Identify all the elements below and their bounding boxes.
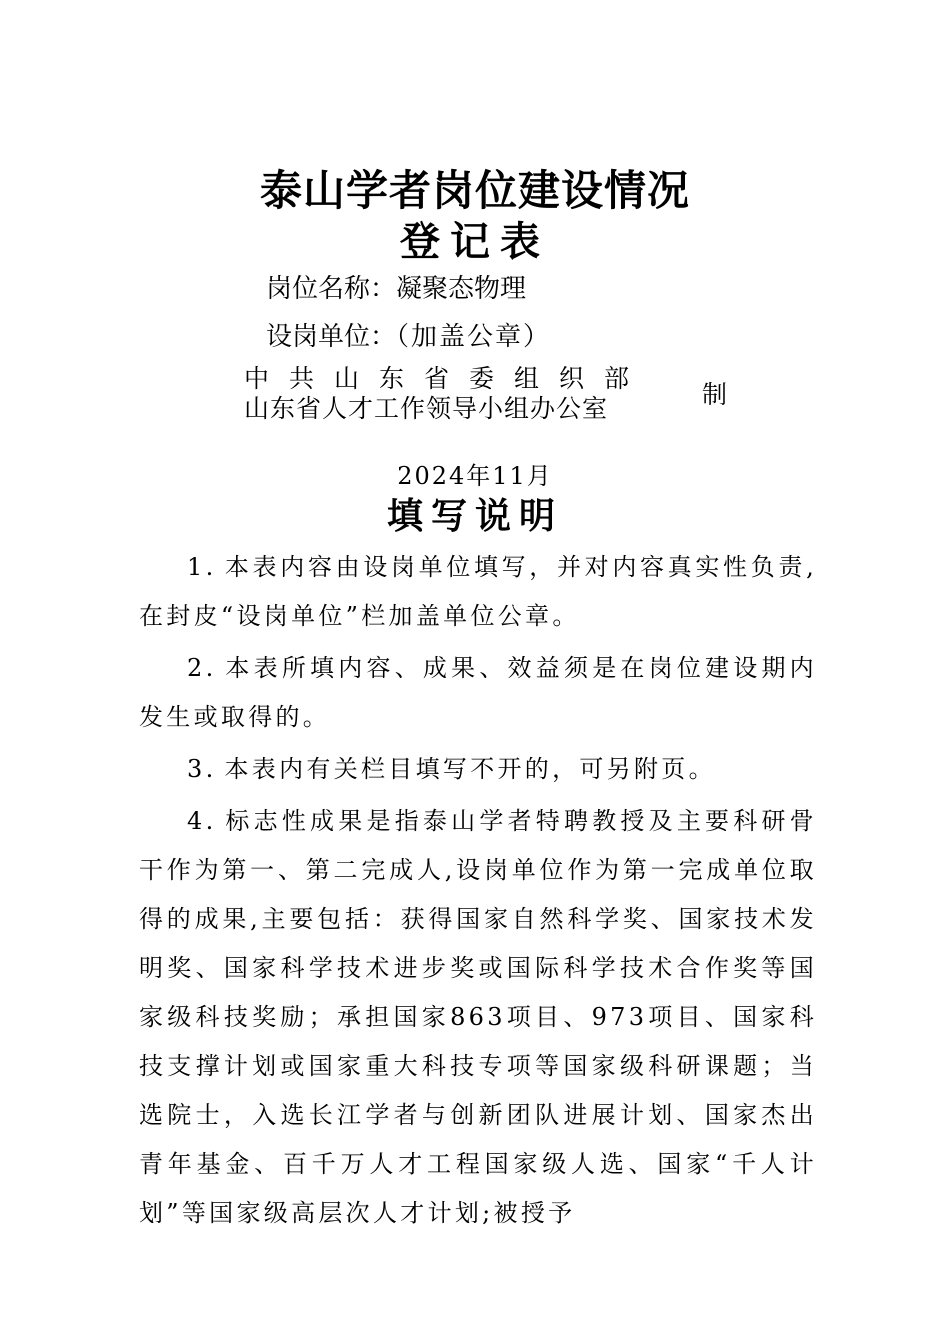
- instructions-heading: 填写说明: [386, 495, 563, 537]
- instruction-item: [139, 644, 817, 742]
- item-text: 本表内容由设岗单位填写，并对内容真实性负责,在封皮“设岗单位”栏加盖单位公章。: [139, 553, 817, 630]
- issue-date: 2024年11月: [397, 462, 553, 490]
- instruction-item: [139, 543, 817, 641]
- seal-note: （加盖公章）: [396, 322, 552, 352]
- post-name-value: 凝聚态物理: [396, 274, 527, 304]
- instructions-body: [139, 543, 817, 1241]
- document-title: 泰山学者岗位建设情况: [259, 166, 690, 215]
- issuer-org-2: 山东省人才工作领导小组办公室: [244, 394, 609, 423]
- item-number: 3.: [187, 755, 217, 783]
- issuer-org-1: 中共山东省委组织部: [244, 364, 650, 393]
- instruction-item: [139, 745, 817, 794]
- item-text: 本表内有关栏目填写不开的，可另附页。: [224, 755, 716, 783]
- issued-by-mark: 制: [702, 380, 728, 409]
- item-text: 标志性成果是指泰山学者特聘教授及主要科研骨干作为第一、第二完成人,设岗单位作为第一完成单位取得的成果,主要包括：获得国家自然科学奖、国家技术发明奖、国家科学技术进步奖或国际科学技术合作奖等国家级科技奖励；承担国家863项目、973项目、国家科技支撑计划或国家重大科技专项等国家级科研课题；当选院士，入选长江学者与创新团队进展计划、国家杰出青年基金、百千万人才工程国家级人选、国家“千人计划”等国家级高层次人才计划;被授予: [139, 807, 817, 1227]
- item-number: 2.: [187, 654, 217, 682]
- instruction-item: [139, 797, 817, 1238]
- unit-label: 设岗单位：: [266, 322, 397, 352]
- post-name-label: 岗位名称：: [266, 274, 397, 304]
- document-subtitle: 登记表: [400, 218, 550, 265]
- post-name-row: [266, 268, 526, 305]
- item-number: 1.: [187, 553, 217, 581]
- item-text: 本表所填内容、成果、效益须是在岗位建设期内发生或取得的。: [139, 654, 817, 731]
- item-number: 4.: [187, 807, 217, 835]
- unit-row: [266, 316, 551, 353]
